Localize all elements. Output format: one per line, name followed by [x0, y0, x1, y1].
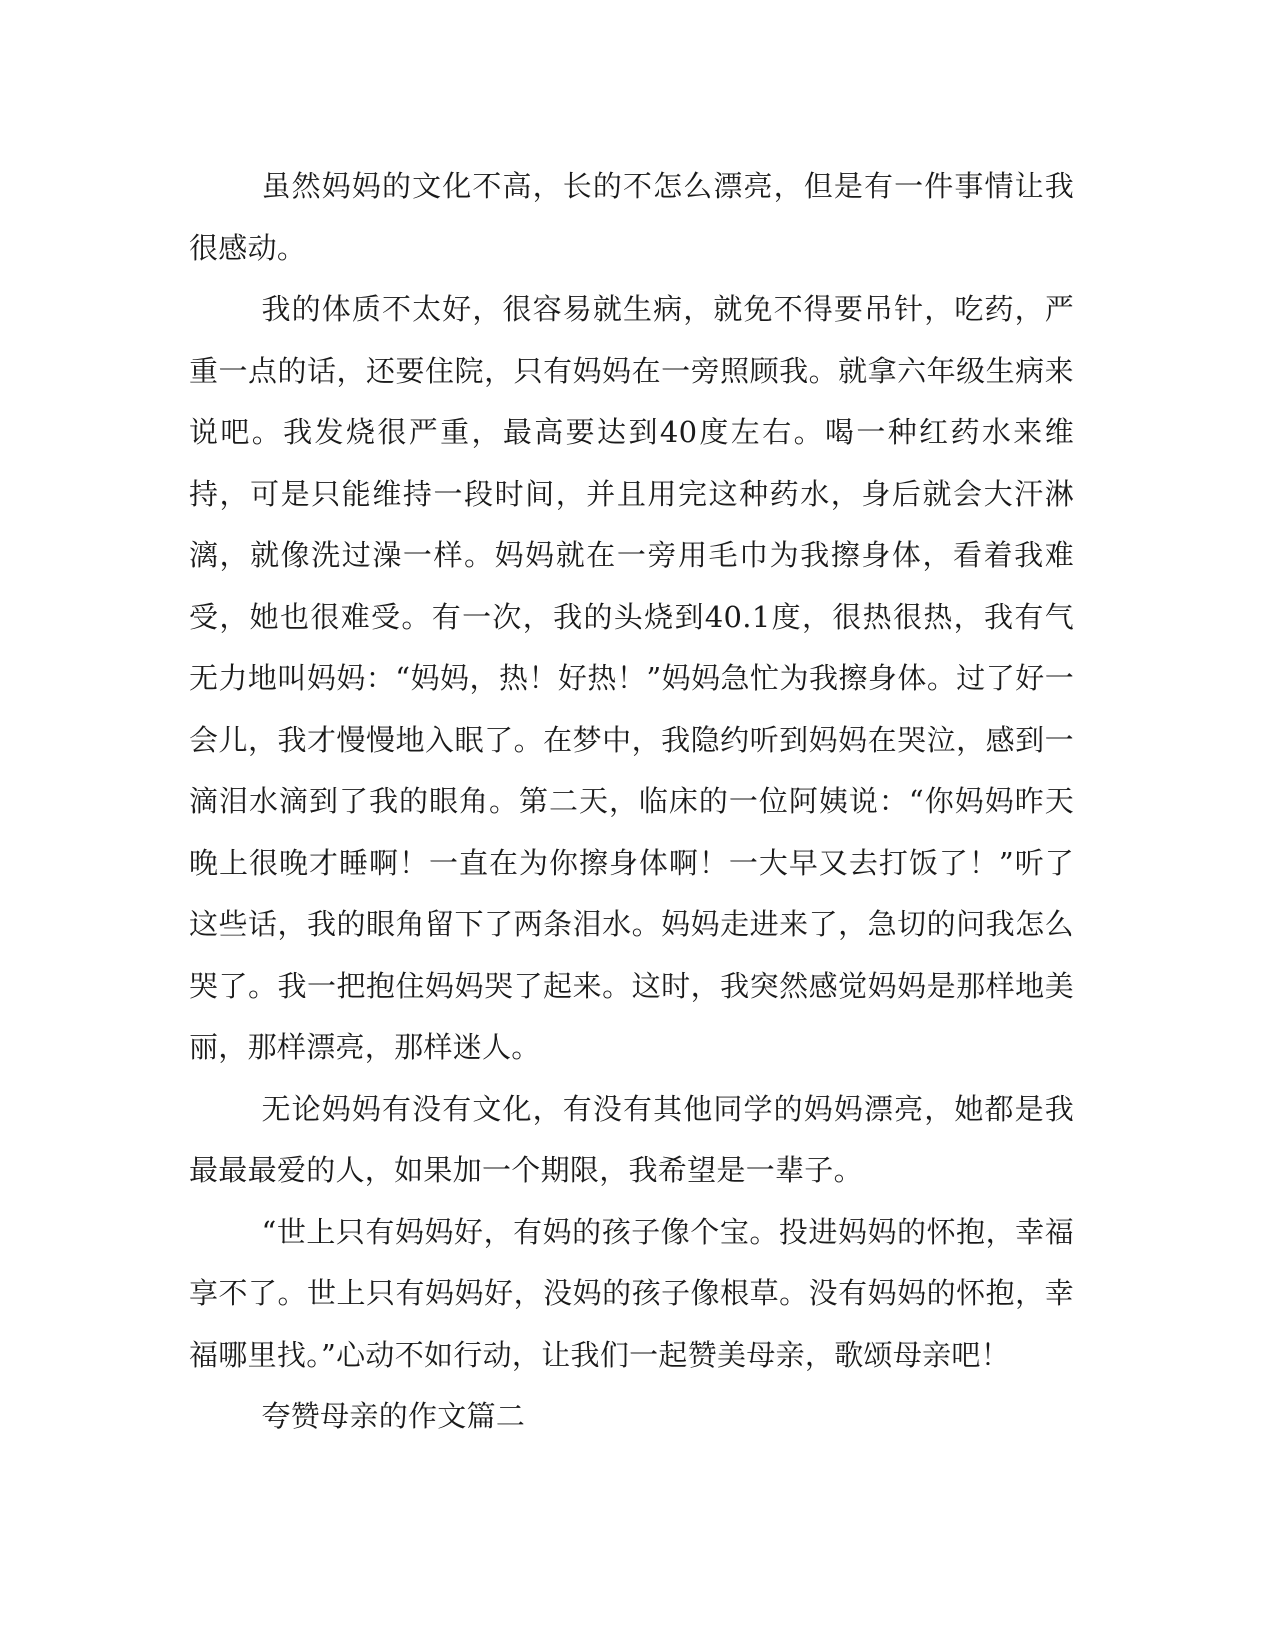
section-heading: 夸赞母亲的作文篇二 [261, 1399, 526, 1433]
paragraph-2: 我的体质不太好，很容易就生病，就免不得要吊针，吃药，严重一点的话，还要住院，只有妈妈在一旁照顾我。就拿六年级生病来说吧。我发烧很严重，最高要达到40度左右。喝一种红药水来维持，可是只能维持一段时间，并且用完这种药水，身后就会大汗淋漓，就像洗过澡一样。妈妈就在一旁用毛巾为我擦身体，看着我难受，她也很难受。有一次，我的头烧到40.1度，很热很热，我有气无力地叫妈妈：“妈妈，热！好热！”妈妈急忙为我擦身体。过了好一会儿，我才慢慢地入眠了。在梦中，我隐约听到妈妈在哭泣，感到一滴泪水滴到了我的眼角。第二天，临床的一位阿姨说：“你妈妈昨天晚上很晚才睡啊！一直在为你擦身体啊！一大早又去打饭了！”听了这些话，我的眼角留下了两条泪水。妈妈走进来了，急切的问我怎么哭了。我一把抱住妈妈哭了起来。这时，我突然感觉妈妈是那样地美丽，那样漂亮，那样迷人。 [189, 292, 1074, 1064]
paragraph-3: 无论妈妈有没有文化，有没有其他同学的妈妈漂亮，她都是我最最最爱的人，如果加一个期限，我希望是一辈子。 [189, 1091, 1074, 1187]
document-body [189, 156, 1074, 1448]
paragraph-1: 虽然妈妈的文化不高，长的不怎么漂亮，但是有一件事情让我很感动。 [189, 169, 1074, 265]
paragraph-4: “世上只有妈妈好，有妈的孩子像个宝。投进妈妈的怀抱，幸福享不了。世上只有妈妈好，没妈的孩子像根草。没有妈妈的怀抱，幸福哪里找。”心动不如行动，让我们一起赞美母亲，歌颂母亲吧！ [189, 1214, 1074, 1372]
